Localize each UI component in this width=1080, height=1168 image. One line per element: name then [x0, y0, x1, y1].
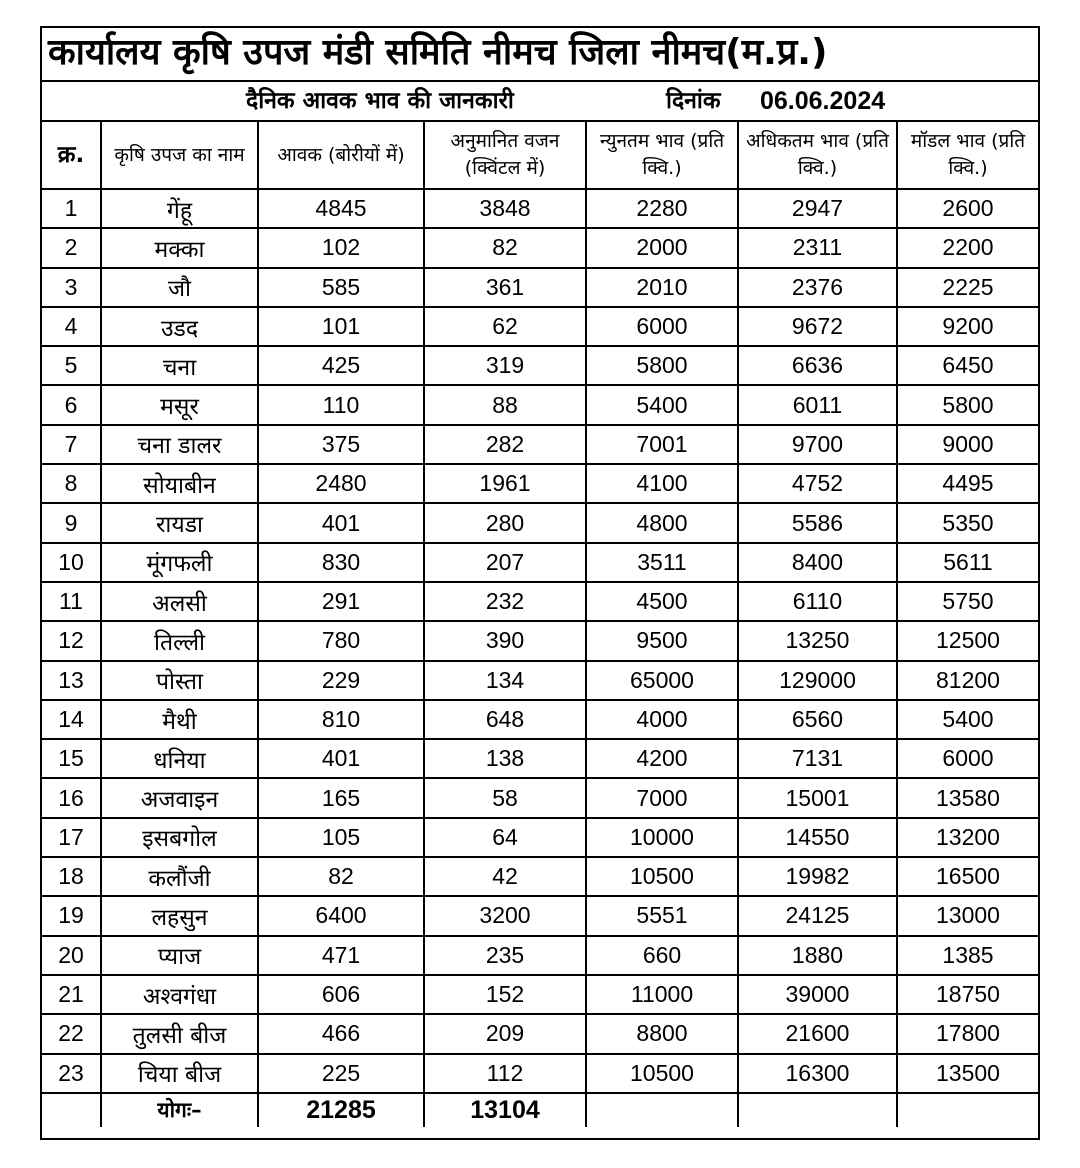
- cell-serial: 18: [42, 857, 101, 896]
- cell-serial: 19: [42, 896, 101, 935]
- total-row: [42, 1093, 1038, 1127]
- cell-weight: 282: [424, 425, 586, 464]
- cell-commodity: पोस्ता: [101, 661, 258, 700]
- cell-weight: 3200: [424, 896, 586, 935]
- header-min-price: न्युनतम भाव (प्रति क्वि.): [586, 122, 738, 189]
- cell-arrivals: 105: [258, 818, 424, 857]
- cell-max-price: 2311: [738, 228, 897, 267]
- cell-modal-price: 13580: [897, 778, 1038, 817]
- cell-commodity: चिया बीज: [101, 1054, 258, 1093]
- cell-commodity: मसूर: [101, 385, 258, 424]
- cell-commodity: कलौंजी: [101, 857, 258, 896]
- cell-arrivals: 830: [258, 543, 424, 582]
- cell-weight: 62: [424, 307, 586, 346]
- cell-arrivals: 229: [258, 661, 424, 700]
- header-arrivals: आवक (बोरीयों में): [258, 122, 424, 189]
- table-row: [42, 661, 1038, 700]
- cell-weight: 152: [424, 975, 586, 1014]
- mandi-rate-sheet: [40, 26, 1040, 1140]
- header-commodity: कृषि उपज का नाम: [101, 122, 258, 189]
- cell-arrivals: 466: [258, 1014, 424, 1053]
- header-weight: अनुमानित वजन (क्विंटल में): [424, 122, 586, 189]
- cell-max-price: 9672: [738, 307, 897, 346]
- cell-arrivals: 6400: [258, 896, 424, 935]
- cell-serial: 6: [42, 385, 101, 424]
- cell-arrivals: 110: [258, 385, 424, 424]
- table-row: [42, 1014, 1038, 1053]
- cell-modal-price: 5800: [897, 385, 1038, 424]
- cell-commodity: चना: [101, 346, 258, 385]
- cell-min-price: 5400: [586, 385, 738, 424]
- cell-modal-price: 5611: [897, 543, 1038, 582]
- cell-weight: 1961: [424, 464, 586, 503]
- cell-modal-price: 13200: [897, 818, 1038, 857]
- cell-modal-price: 4495: [897, 464, 1038, 503]
- cell-serial: 5: [42, 346, 101, 385]
- total-blank: [42, 1093, 101, 1127]
- cell-modal-price: 6450: [897, 346, 1038, 385]
- cell-serial: 10: [42, 543, 101, 582]
- table-row: [42, 1054, 1038, 1093]
- cell-arrivals: 291: [258, 582, 424, 621]
- cell-modal-price: 13000: [897, 896, 1038, 935]
- cell-commodity: गेंहू: [101, 189, 258, 228]
- cell-min-price: 5800: [586, 346, 738, 385]
- table-row: [42, 268, 1038, 307]
- cell-serial: 16: [42, 778, 101, 817]
- total-label: योगः–: [101, 1093, 258, 1127]
- cell-arrivals: 101: [258, 307, 424, 346]
- cell-min-price: 7000: [586, 778, 738, 817]
- cell-weight: 64: [424, 818, 586, 857]
- cell-serial: 23: [42, 1054, 101, 1093]
- cell-weight: 88: [424, 385, 586, 424]
- cell-weight: 280: [424, 503, 586, 542]
- cell-commodity: अलसी: [101, 582, 258, 621]
- header-max-price: अधिकतम भाव (प्रति क्वि.): [738, 122, 897, 189]
- cell-commodity: प्याज: [101, 936, 258, 975]
- cell-commodity: रायडा: [101, 503, 258, 542]
- cell-arrivals: 606: [258, 975, 424, 1014]
- cell-serial: 1: [42, 189, 101, 228]
- cell-max-price: 129000: [738, 661, 897, 700]
- cell-max-price: 9700: [738, 425, 897, 464]
- table-row: [42, 385, 1038, 424]
- cell-min-price: 3511: [586, 543, 738, 582]
- cell-modal-price: 5400: [897, 700, 1038, 739]
- table-row: [42, 425, 1038, 464]
- cell-min-price: 9500: [586, 621, 738, 660]
- cell-max-price: 8400: [738, 543, 897, 582]
- table-row: [42, 503, 1038, 542]
- cell-min-price: 2000: [586, 228, 738, 267]
- cell-arrivals: 401: [258, 739, 424, 778]
- cell-modal-price: 13500: [897, 1054, 1038, 1093]
- cell-max-price: 2376: [738, 268, 897, 307]
- cell-commodity: लहसुन: [101, 896, 258, 935]
- cell-serial: 21: [42, 975, 101, 1014]
- cell-commodity: अश्वगंधा: [101, 975, 258, 1014]
- table-row: [42, 739, 1038, 778]
- total-blank: [738, 1093, 897, 1127]
- cell-arrivals: 102: [258, 228, 424, 267]
- cell-max-price: 19982: [738, 857, 897, 896]
- table-row: [42, 975, 1038, 1014]
- cell-modal-price: 16500: [897, 857, 1038, 896]
- cell-weight: 112: [424, 1054, 586, 1093]
- cell-modal-price: 6000: [897, 739, 1038, 778]
- cell-arrivals: 225: [258, 1054, 424, 1093]
- cell-modal-price: 9200: [897, 307, 1038, 346]
- rate-table: [42, 122, 1038, 1127]
- table-row: [42, 818, 1038, 857]
- office-title: कार्यालय कृषि उपज मंडी समिति नीमच जिला नीमच(म.प्र.): [42, 28, 1038, 82]
- cell-arrivals: 82: [258, 857, 424, 896]
- total-arrivals: 21285: [258, 1093, 424, 1127]
- cell-weight: 138: [424, 739, 586, 778]
- cell-min-price: 11000: [586, 975, 738, 1014]
- cell-arrivals: 2480: [258, 464, 424, 503]
- table-row: [42, 189, 1038, 228]
- table-row: [42, 543, 1038, 582]
- cell-weight: 232: [424, 582, 586, 621]
- cell-commodity: उडद: [101, 307, 258, 346]
- cell-weight: 58: [424, 778, 586, 817]
- table-row: [42, 896, 1038, 935]
- cell-serial: 15: [42, 739, 101, 778]
- cell-commodity: जौ: [101, 268, 258, 307]
- report-subtitle-bar: [42, 82, 1038, 122]
- cell-serial: 14: [42, 700, 101, 739]
- cell-modal-price: 2200: [897, 228, 1038, 267]
- header-serial: क्र.: [42, 122, 101, 189]
- cell-min-price: 4800: [586, 503, 738, 542]
- cell-max-price: 16300: [738, 1054, 897, 1093]
- cell-serial: 7: [42, 425, 101, 464]
- cell-min-price: 5551: [586, 896, 738, 935]
- cell-weight: 648: [424, 700, 586, 739]
- cell-arrivals: 165: [258, 778, 424, 817]
- cell-weight: 3848: [424, 189, 586, 228]
- cell-modal-price: 18750: [897, 975, 1038, 1014]
- cell-min-price: 6000: [586, 307, 738, 346]
- cell-arrivals: 585: [258, 268, 424, 307]
- table-row: [42, 464, 1038, 503]
- cell-max-price: 39000: [738, 975, 897, 1014]
- cell-weight: 207: [424, 543, 586, 582]
- cell-arrivals: 471: [258, 936, 424, 975]
- cell-modal-price: 2225: [897, 268, 1038, 307]
- cell-serial: 3: [42, 268, 101, 307]
- cell-modal-price: 5350: [897, 503, 1038, 542]
- cell-commodity: इसबगोल: [101, 818, 258, 857]
- cell-min-price: 4100: [586, 464, 738, 503]
- cell-weight: 82: [424, 228, 586, 267]
- table-row: [42, 307, 1038, 346]
- date-label: दिनांक: [666, 88, 721, 114]
- cell-serial: 17: [42, 818, 101, 857]
- total-blank: [586, 1093, 738, 1127]
- cell-serial: 8: [42, 464, 101, 503]
- cell-commodity: सोयाबीन: [101, 464, 258, 503]
- cell-min-price: 4200: [586, 739, 738, 778]
- header-row: [42, 122, 1038, 189]
- cell-min-price: 10500: [586, 857, 738, 896]
- cell-max-price: 4752: [738, 464, 897, 503]
- header-modal-price: मॉडल भाव (प्रति क्वि.): [897, 122, 1038, 189]
- table-row: [42, 778, 1038, 817]
- cell-arrivals: 425: [258, 346, 424, 385]
- cell-modal-price: 9000: [897, 425, 1038, 464]
- cell-commodity: तुलसी बीज: [101, 1014, 258, 1053]
- cell-min-price: 660: [586, 936, 738, 975]
- cell-min-price: 2010: [586, 268, 738, 307]
- cell-modal-price: 1385: [897, 936, 1038, 975]
- cell-min-price: 10500: [586, 1054, 738, 1093]
- cell-max-price: 6110: [738, 582, 897, 621]
- table-row: [42, 582, 1038, 621]
- cell-commodity: अजवाइन: [101, 778, 258, 817]
- cell-min-price: 10000: [586, 818, 738, 857]
- cell-weight: 134: [424, 661, 586, 700]
- cell-modal-price: 81200: [897, 661, 1038, 700]
- cell-arrivals: 4845: [258, 189, 424, 228]
- cell-serial: 9: [42, 503, 101, 542]
- cell-modal-price: 17800: [897, 1014, 1038, 1053]
- table-row: [42, 700, 1038, 739]
- cell-weight: 235: [424, 936, 586, 975]
- cell-commodity: मैथी: [101, 700, 258, 739]
- total-weight: 13104: [424, 1093, 586, 1127]
- cell-commodity: तिल्ली: [101, 621, 258, 660]
- cell-commodity: चना डालर: [101, 425, 258, 464]
- cell-min-price: 65000: [586, 661, 738, 700]
- cell-min-price: 4500: [586, 582, 738, 621]
- cell-serial: 20: [42, 936, 101, 975]
- cell-serial: 22: [42, 1014, 101, 1053]
- cell-min-price: 8800: [586, 1014, 738, 1053]
- report-date: 06.06.2024: [760, 87, 886, 115]
- cell-max-price: 7131: [738, 739, 897, 778]
- cell-serial: 4: [42, 307, 101, 346]
- cell-arrivals: 375: [258, 425, 424, 464]
- cell-arrivals: 780: [258, 621, 424, 660]
- total-blank: [897, 1093, 1038, 1127]
- cell-serial: 13: [42, 661, 101, 700]
- cell-weight: 319: [424, 346, 586, 385]
- cell-weight: 42: [424, 857, 586, 896]
- cell-max-price: 13250: [738, 621, 897, 660]
- cell-min-price: 4000: [586, 700, 738, 739]
- cell-serial: 2: [42, 228, 101, 267]
- cell-modal-price: 12500: [897, 621, 1038, 660]
- cell-min-price: 2280: [586, 189, 738, 228]
- cell-arrivals: 810: [258, 700, 424, 739]
- cell-commodity: मूंगफली: [101, 543, 258, 582]
- cell-arrivals: 401: [258, 503, 424, 542]
- cell-weight: 361: [424, 268, 586, 307]
- cell-max-price: 14550: [738, 818, 897, 857]
- cell-max-price: 24125: [738, 896, 897, 935]
- cell-max-price: 6560: [738, 700, 897, 739]
- cell-modal-price: 2600: [897, 189, 1038, 228]
- cell-max-price: 2947: [738, 189, 897, 228]
- cell-commodity: धनिया: [101, 739, 258, 778]
- cell-weight: 390: [424, 621, 586, 660]
- report-subtitle: दैनिक आवक भाव की जानकारी: [246, 88, 514, 114]
- cell-serial: 11: [42, 582, 101, 621]
- cell-max-price: 1880: [738, 936, 897, 975]
- table-row: [42, 228, 1038, 267]
- cell-serial: 12: [42, 621, 101, 660]
- cell-max-price: 6636: [738, 346, 897, 385]
- cell-modal-price: 5750: [897, 582, 1038, 621]
- cell-max-price: 15001: [738, 778, 897, 817]
- table-row: [42, 346, 1038, 385]
- cell-min-price: 7001: [586, 425, 738, 464]
- cell-weight: 209: [424, 1014, 586, 1053]
- cell-commodity: मक्का: [101, 228, 258, 267]
- table-row: [42, 936, 1038, 975]
- table-row: [42, 857, 1038, 896]
- cell-max-price: 6011: [738, 385, 897, 424]
- table-row: [42, 621, 1038, 660]
- cell-max-price: 21600: [738, 1014, 897, 1053]
- cell-max-price: 5586: [738, 503, 897, 542]
